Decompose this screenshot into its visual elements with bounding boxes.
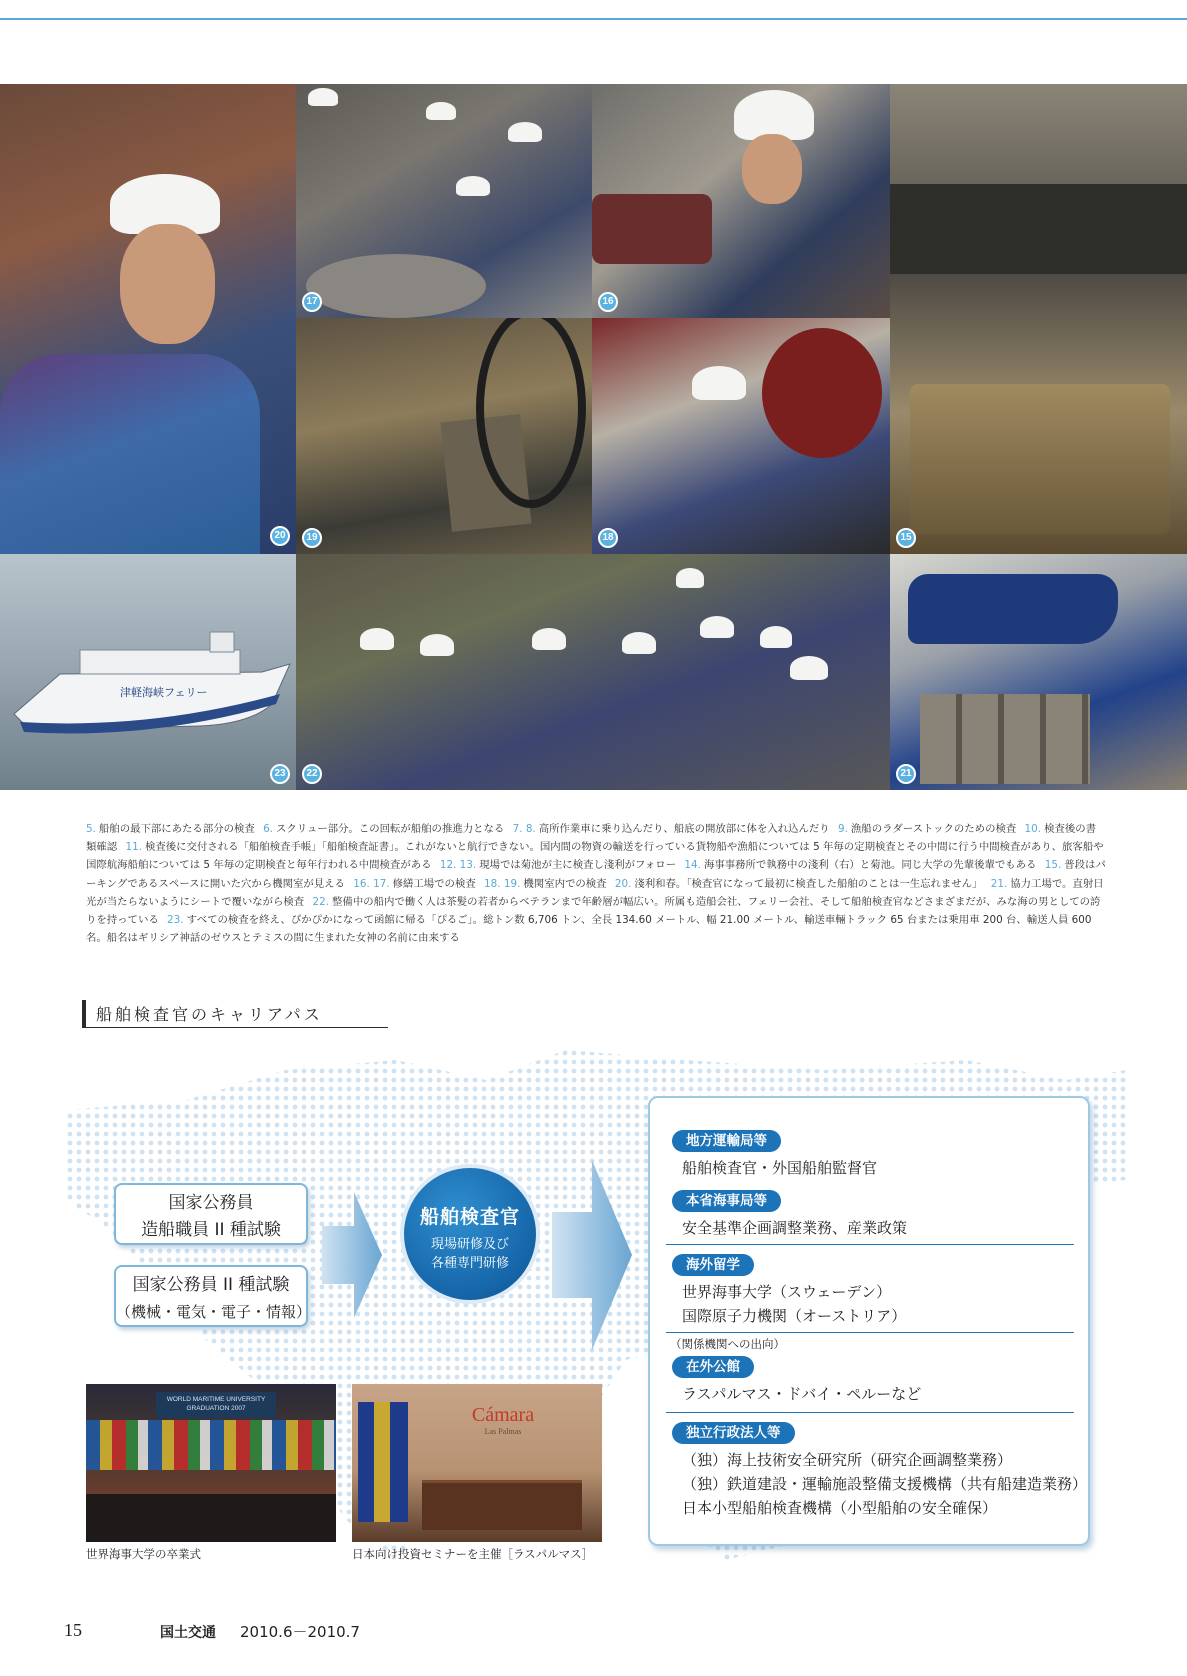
caption-number: 20. (614, 877, 632, 890)
caption-text: 高所作業車に乗り込んだり、船底の開放部に体を入れ込んだり (538, 823, 830, 835)
tag-headquarters: 本省海事局等 (672, 1190, 781, 1212)
helmet (622, 632, 656, 654)
face (742, 134, 802, 204)
flags (358, 1402, 408, 1522)
helmet (508, 122, 542, 142)
center-line2: 各種専門研修 (430, 1256, 509, 1271)
pistons (920, 694, 1090, 784)
photo-engine-room-from-above (890, 84, 1187, 554)
caption-text: 漁船のラダーストックのための検査 (850, 823, 1017, 835)
caption-text: 淺利和春。「検査官になって最初に検査した船舶のことは一生忘れません」 (634, 877, 983, 890)
arrow-right-icon (552, 1160, 632, 1350)
helmet (308, 88, 338, 106)
entry-line1: 国家公務員 (168, 1193, 254, 1213)
entry-line2: 造船職員 II 種試験 (141, 1220, 281, 1240)
photo-ferry-at-sea (0, 554, 296, 790)
photo-number-badge: 20 (270, 526, 290, 546)
tag-embassy: 在外公館 (672, 1356, 754, 1378)
caption-number: 23. (167, 914, 184, 927)
photo-propeller-inspection (592, 84, 890, 318)
center-line1: 現場研修及び (430, 1237, 509, 1252)
entry-line2: （機械・電気・電子・情報） (116, 1303, 312, 1321)
photo-number-badge: 22 (302, 764, 322, 784)
caption-number: 16. 17. (353, 877, 390, 890)
regional-bureau-duties: 船舶検査官・外国船舶監督官 (682, 1159, 878, 1177)
photo-number-badge: 21 (896, 764, 916, 784)
audience (86, 1494, 336, 1542)
caption-text: 海事事務所で執務中の淺利（右）と菊池。同じ大学の先輩後輩でもある (703, 859, 1037, 872)
caption-text: 検査後に交付される「船舶検査手帳」「船舶検査証書」。これがないと航行できない。国内間の物資の輸送を行っている貨物船や漁船については 5 年毎の定期検査とその中間に行う中間検査があり、旅客船や国際航海船舶については 5 年毎の定期検査と毎年行われる中間検査がある (86, 841, 1104, 872)
photo-inspector-portrait (0, 84, 296, 554)
photo-number-badge: 15 (896, 528, 916, 548)
helmet (734, 90, 814, 140)
caption-number: 14. (684, 859, 701, 872)
helmet (532, 628, 566, 650)
camara-sign (448, 1404, 558, 1436)
caption-text: 機関室内での検査 (523, 877, 607, 890)
helmet (420, 634, 454, 656)
caption-number: 15. (1044, 859, 1062, 872)
page-number: 15 (64, 1620, 82, 1640)
magazine-title: 国土交通 (160, 1625, 216, 1641)
caption-number: 12. 13. (439, 859, 477, 872)
helmet (676, 568, 704, 588)
ferry-ship-illustration (0, 554, 296, 790)
ferry-hull-text: 津軽海峡フェリー (120, 686, 208, 699)
caption-text: 普段はパーキングであるスペースに開いた穴から機関室が見える (86, 859, 1106, 890)
caption-number: 21. (990, 877, 1008, 890)
caption-text: 船舶の最下部にあたる部分の検査 (98, 823, 255, 835)
issue-date: 2010.6－2010.7 (240, 1623, 360, 1641)
agency-line: （独）鉄道建設・運輸施設整備支援機構（共有船建造業務） (682, 1475, 1088, 1493)
top-rule (0, 18, 1187, 20)
section-title: 船舶検査官のキャリアパス (96, 1005, 323, 1024)
caption-number: 6. (263, 823, 274, 835)
caption-text: 整備中の船内で働く人は茶髪の若者からベテランまで年齢層が幅広い。所属も造船会社、フェリー会社、そして船舶検査官などさまざまだが、みな海の男としての誇りを持っている (86, 895, 1101, 927)
photo-crew-group (296, 554, 890, 790)
face (120, 224, 215, 344)
caption-number: 18. 19. (484, 877, 521, 890)
agency-line: （独）海上技術安全研究所（研究企画調整業務） (682, 1451, 1013, 1469)
panel-table (422, 1480, 582, 1530)
engine-parts (890, 184, 1187, 274)
photo-number-badge: 16 (598, 292, 618, 312)
tag-independent-agency: 独立行政法人等 (672, 1422, 795, 1444)
tag-regional-bureau: 地方運輸局等 (672, 1130, 781, 1152)
helmet (360, 628, 394, 650)
graduation-banner (156, 1392, 276, 1418)
flags-row (86, 1420, 336, 1470)
arrow-right-icon (322, 1192, 382, 1318)
banner-line1: WORLD MARITIME UNIVERSITY (166, 1396, 266, 1403)
helmet (456, 176, 490, 196)
center-title: 船舶検査官 (419, 1206, 520, 1228)
helmet (790, 656, 828, 680)
photo-captions (86, 820, 1106, 947)
photo-number-badge: 17 (302, 292, 322, 312)
photo-crawling-inspection (296, 318, 592, 554)
helmet (700, 616, 734, 638)
caption-text: 修繕工場での検査 (392, 877, 476, 890)
helmet (426, 102, 456, 120)
headquarters-duties: 安全基準企画調整業務、産業政策 (682, 1219, 908, 1237)
secondment-note: （関係機関への出向） (670, 1337, 785, 1351)
agency-line: 日本小型船舶検査機構（小型船舶の安全確保） (682, 1499, 998, 1517)
embassy-locations: ラスパルマス・ドバイ・ペルーなど (682, 1385, 922, 1403)
photo-number-badge: 23 (270, 764, 290, 784)
divider (666, 1412, 1074, 1413)
caption-text: 検査後の書類確認 (86, 823, 1097, 854)
photo-factory-sheet-cover (890, 554, 1187, 790)
photo-caption-seminar: 日本向け投資セミナーを主催［ラスパルマス］ (352, 1547, 594, 1561)
caption-text: 協力工場で。直射日光が当たらないようにシートで覆いながら検査 (86, 877, 1104, 908)
helmet (760, 626, 792, 648)
caption-number: 9. (838, 823, 848, 835)
entry-exam-class-two (114, 1265, 312, 1327)
caption-number: 5. (86, 823, 96, 835)
jacket (0, 354, 260, 554)
photo-repair-shop-group (296, 84, 592, 318)
photo-number-badge: 18 (598, 528, 618, 548)
caption-text: すべての検査を終え、ぴかぴかになって函館に帰る「ぴるご」。総トン数 6,706 トン、全長 134.60 メートル、幅 21.00 メートル、輸送車輛トラック 65 台または乗用車 200 台、輸送人員 600 名。船名はギリシア神話のゼウスとテミスの間に生まれた女神の名前に由来する (86, 914, 1092, 945)
entry-exam-shipbuilding (114, 1183, 308, 1245)
caption-number: 11. (125, 841, 143, 854)
blue-sheet (908, 574, 1118, 644)
tag-study-abroad: 海外留学 (672, 1254, 754, 1276)
caption-text: スクリュー部分。この回転が船舶の推進力となる (276, 823, 505, 835)
career-destinations-panel (648, 1096, 1090, 1546)
helmet (692, 366, 746, 400)
propeller-shaft (592, 194, 712, 264)
sign-title: Cámara (471, 1404, 535, 1426)
section-heading (82, 1000, 388, 1028)
photo-wmu-graduation (86, 1384, 336, 1542)
photo-engine-hatch-inspection (592, 318, 890, 554)
ship-inspector-circle (400, 1164, 540, 1304)
divider (666, 1332, 1074, 1333)
study-abroad-line: 世界海事大学（スウェーデン） (682, 1283, 892, 1301)
caption-number: 7. 8. (512, 823, 536, 835)
caption-number: 22. (312, 895, 330, 908)
machine-part (306, 254, 486, 318)
photo-number-badge: 19 (302, 528, 322, 548)
hose-loop (476, 318, 586, 508)
sign-subtitle: Las Palmas (484, 1427, 522, 1436)
divider (666, 1244, 1074, 1245)
banner-line2: GRADUATION 2007 (186, 1405, 246, 1412)
caption-text: 現場では菊池が主に検査し淺利がフォロー (479, 859, 677, 872)
engine-machinery (910, 384, 1170, 534)
photo-caption-graduation: 世界海事大学の卒業式 (86, 1547, 201, 1561)
red-hatch (762, 328, 882, 458)
study-abroad-line: 国際原子力機関（オーストリア） (682, 1307, 907, 1325)
caption-number: 10. (1024, 823, 1042, 835)
photo-las-palmas-seminar (352, 1384, 602, 1542)
entry-line1: 国家公務員 II 種試験 (132, 1275, 290, 1295)
